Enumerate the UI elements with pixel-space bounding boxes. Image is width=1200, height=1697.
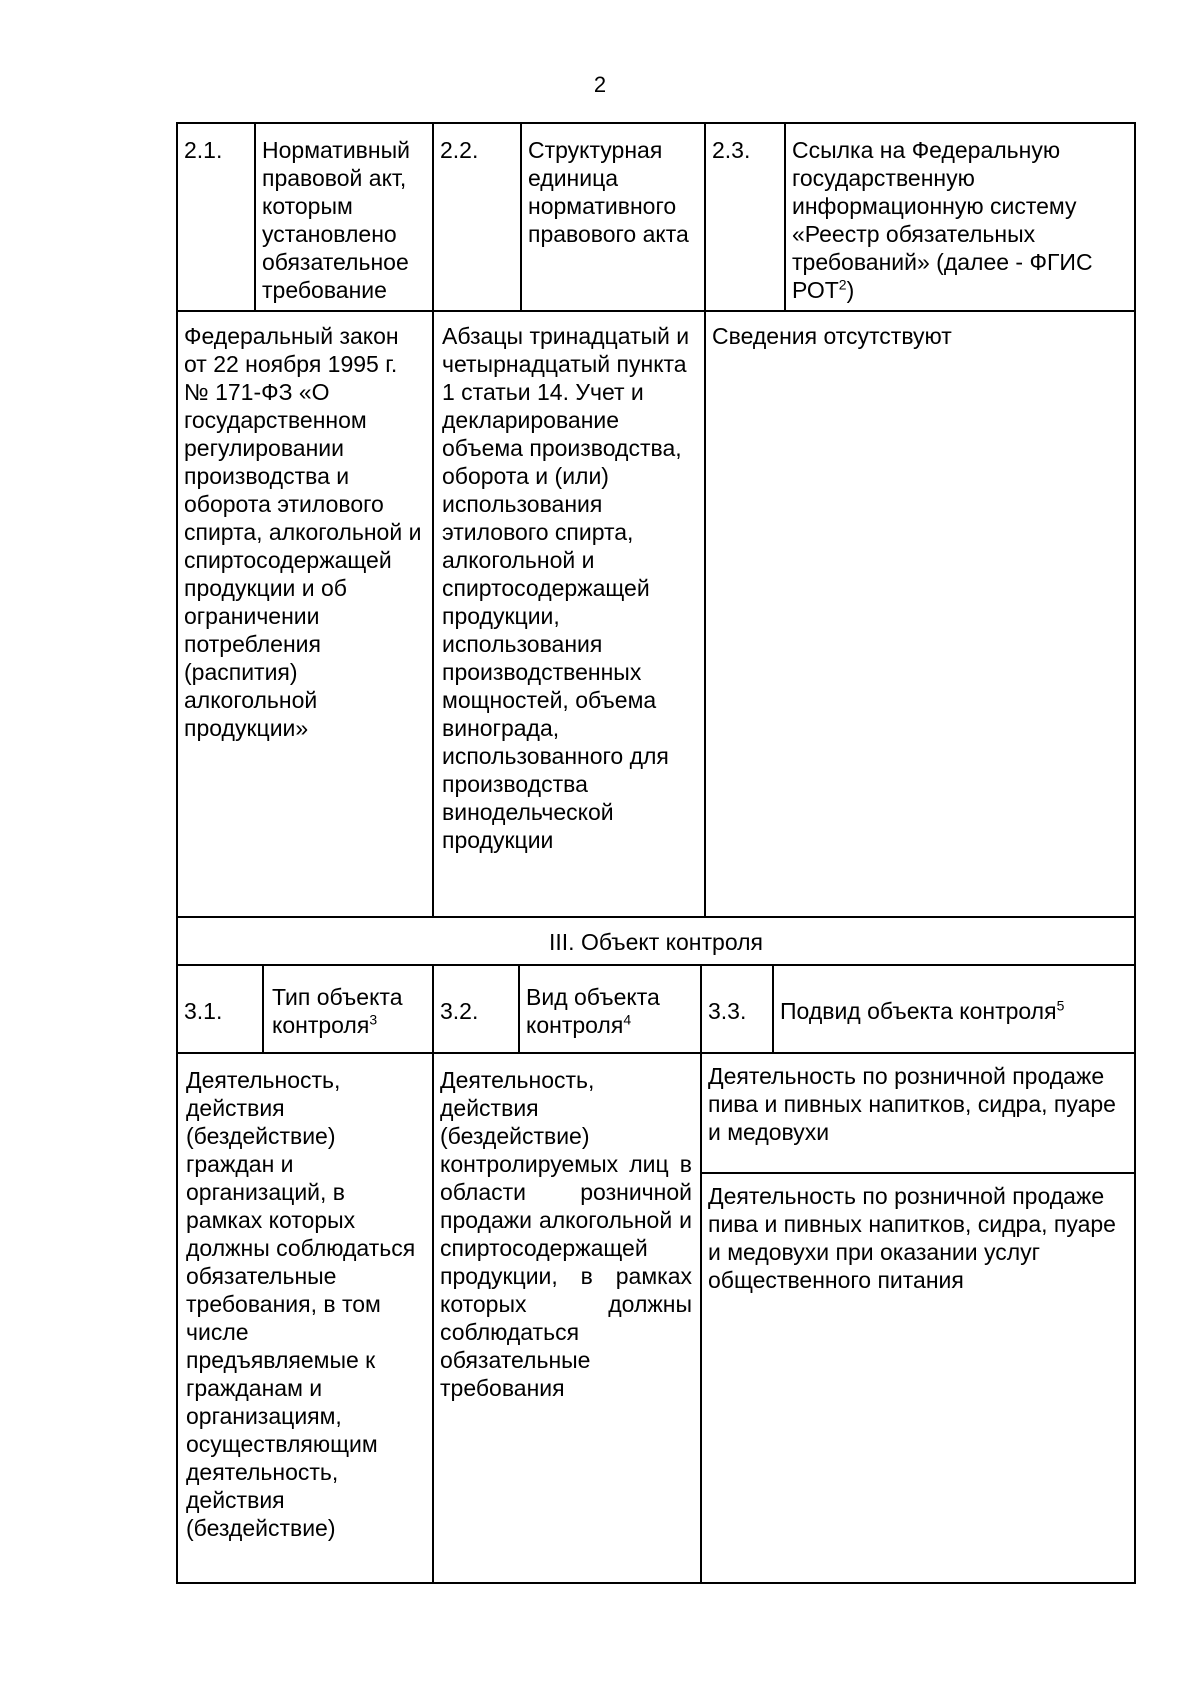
- footnote-2: 2: [838, 276, 847, 293]
- cell-2-2-number: 2.2.: [440, 137, 479, 163]
- cell-3-3-text: Подвид объекта контроля: [780, 998, 1057, 1024]
- page-number: 2: [593, 72, 607, 97]
- cell-2-3-text: Ссылка на Федеральную государственную информационную систему «Реестр обязательных требований» (далее - ФГИС РОТ: [792, 137, 1093, 303]
- object-type-text: Деятельность, действия (бездействие) граждан и организаций, в рамках которых должны соблюдаться обязательные требования, в том числе предъявляемые к гражданам и организациям, осуществляющим деятельность, действия (бездействие): [186, 1067, 416, 1541]
- object-kind-text: Деятельность, действия (бездействие) контролируемых лиц в области розничной продажи алкогольной и спиртосодержащей продукции, в рамках которых должны соблюдаться обязательные требования: [440, 1067, 692, 1401]
- cell-2-3-tail: ): [846, 277, 855, 303]
- divider: [432, 122, 434, 918]
- structural-unit-text: Абзацы тринадцатый и четырнадцатый пункта 1 статьи 14. Учет и декларирование объема производства, оборота и (или) использования этилового спирта, алкогольной и спиртосодержащей продукции, использования производственных мощностей, объема винограда, использованного для производства винодельческой продукции: [442, 323, 690, 853]
- cell-2-1-number: 2.1.: [184, 137, 223, 163]
- cell-3-1-number: 3.1.: [184, 998, 223, 1024]
- frgis-rot-text: Сведения отсутствуют: [712, 323, 952, 349]
- object-subkind-1-text: Деятельность по розничной продаже пива и пивных напитков, сидра, пуаре и медовухи: [708, 1063, 1116, 1145]
- cell-3-2-title: [520, 983, 700, 1039]
- cell-2-3-title: [786, 136, 1136, 304]
- cell-3-1-title: [264, 983, 432, 1039]
- object-subkind-2-text: Деятельность по розничной продаже пива и пивных напитков, сидра, пуаре и медовухи при оказании услуг общественного питания: [708, 1183, 1116, 1293]
- cell-3-2-number: 3.2.: [440, 998, 479, 1024]
- cell-3-3-title: [774, 997, 1136, 1025]
- section3-title: III. Объект контроля: [549, 929, 763, 955]
- footnote-4: 4: [623, 1011, 632, 1028]
- divider: [700, 1172, 1136, 1174]
- divider: [704, 122, 706, 918]
- cell-3-2-text: Вид объекта контроля: [526, 984, 660, 1038]
- cell-3-1-text: Тип объекта контроля: [272, 984, 403, 1038]
- normative-act-text: Федеральный закон от 22 ноября 1995 г. № 171-ФЗ «О государственном регулировании производства и оборота этилового спирта, алкогольной и спиртосодержащей продукции и об ограничении потребления (распития) алкогольной продукции»: [184, 323, 422, 741]
- divider: [176, 310, 1136, 312]
- footnote-3: 3: [369, 1011, 378, 1028]
- divider: [176, 1052, 1136, 1054]
- cell-2-1-title: Нормативный правовой акт, которым установлено обязательное требование: [262, 137, 410, 303]
- footnote-5: 5: [1056, 997, 1065, 1014]
- cell-2-3-number: 2.3.: [712, 137, 751, 163]
- cell-2-2-title: Структурная единица нормативного правового акта: [528, 137, 689, 247]
- cell-3-3-number: 3.3.: [708, 998, 747, 1024]
